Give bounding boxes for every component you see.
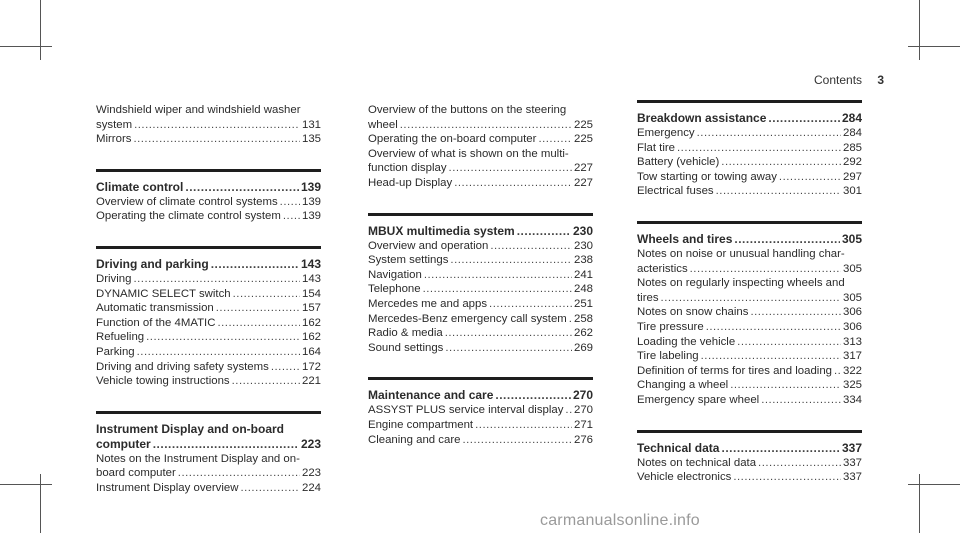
page-number: 3 [877, 73, 885, 87]
toc-entry-text: Flat tire [637, 141, 675, 154]
dot-leader [462, 433, 572, 448]
toc-entry-line[interactable]: Notes on regularly inspecting wheels and [637, 277, 845, 290]
toc-entry-text: Battery (vehicle) [637, 156, 720, 169]
toc-entry[interactable] [637, 393, 862, 408]
dot-leader [400, 118, 572, 133]
dot-leader [233, 287, 300, 302]
toc-entry[interactable] [368, 239, 593, 254]
toc-entry-text: Tire pressure [637, 320, 704, 333]
toc-entry-text: board computer [96, 467, 176, 480]
page-ref: 251 [573, 297, 593, 310]
toc-entry[interactable] [637, 305, 862, 320]
toc-entry-line[interactable]: Overview of the buttons on the steering [368, 104, 567, 116]
toc-section [368, 377, 593, 447]
toc-entry[interactable] [637, 170, 862, 185]
section-rule [96, 246, 321, 249]
dot-leader [721, 155, 841, 170]
page-ref: 284 [841, 111, 862, 125]
crop-mark [908, 46, 960, 47]
dot-leader [690, 262, 841, 277]
dot-leader [280, 195, 300, 210]
toc-entry[interactable] [368, 403, 593, 418]
page-ref: 297 [842, 170, 862, 183]
page-ref: 317 [842, 350, 862, 363]
toc-entry-text: Notes on snow chains [637, 306, 749, 319]
page-ref: 164 [301, 345, 321, 358]
dot-leader [538, 132, 572, 147]
dot-leader [768, 111, 840, 126]
toc-entry[interactable] [637, 349, 862, 364]
toc-entry-text: Telephone [368, 283, 421, 296]
toc-entry-text: Instrument Display overview [96, 481, 239, 494]
toc-entry[interactable] [637, 126, 862, 141]
dot-leader [490, 239, 572, 254]
toc-entry-text: System settings [368, 254, 449, 267]
toc-entry-text: function display [368, 162, 447, 175]
page-ref: 225 [573, 133, 593, 146]
page-ref: 334 [842, 393, 862, 406]
page-ref: 313 [842, 335, 862, 348]
toc-entry-line[interactable]: Notes on noise or unusual handling char- [637, 247, 845, 260]
toc-entry[interactable] [637, 378, 862, 393]
toc-entry-text: Parking [96, 345, 135, 358]
crop-mark [908, 484, 960, 485]
toc-entry-text: ASSYST PLUS service interval display [368, 404, 564, 417]
toc-entry-text: Driving and driving safety systems [96, 360, 269, 373]
toc-entry[interactable] [368, 132, 593, 147]
dot-leader [569, 312, 572, 327]
toc-entry-text: Radio & media [368, 327, 443, 340]
dot-leader [153, 437, 299, 452]
dot-leader [750, 305, 841, 320]
toc-entry[interactable] [637, 155, 862, 170]
section-heading[interactable] [368, 224, 593, 239]
dot-leader [730, 378, 841, 393]
toc-entry[interactable] [96, 272, 321, 287]
section-rule [368, 213, 593, 216]
page-ref: 238 [573, 254, 593, 267]
page-ref: 143 [301, 272, 321, 285]
toc-entry[interactable] [637, 320, 862, 335]
dot-leader [133, 132, 300, 147]
toc-entry-text: Definition of terms for tires and loading [637, 364, 833, 377]
toc-section [637, 221, 862, 408]
toc-entry-text: Engine compartment [368, 418, 474, 431]
toc-entry[interactable] [637, 470, 862, 485]
page-ref: 230 [572, 223, 593, 238]
page-ref: 162 [301, 316, 321, 329]
toc-entry-text: Function of the 4MATIC [96, 316, 216, 329]
toc-entry-text: Refueling [96, 331, 145, 344]
toc-entry-text: Automatic transmission [96, 302, 214, 315]
page-ref: 224 [301, 481, 321, 494]
dot-leader [779, 170, 841, 185]
page-ref: 139 [301, 210, 321, 223]
dot-leader [565, 403, 572, 418]
toc-entry-text: Operating the on-board computer [368, 133, 537, 146]
toc-entry[interactable] [96, 345, 321, 360]
toc-entry-text: Tire labeling [637, 350, 699, 363]
section-rule [637, 221, 862, 224]
dot-leader [758, 456, 841, 471]
page-ref: 270 [573, 404, 593, 417]
toc-entry-line[interactable]: Windshield wiper and windshield washer [96, 104, 301, 116]
toc-entry-text: Emergency spare wheel [637, 393, 760, 406]
toc-entry[interactable] [368, 253, 593, 268]
page-ref: 143 [300, 256, 321, 271]
toc-entry[interactable] [96, 209, 321, 224]
toc-entry-text: system [96, 118, 133, 131]
watermark [540, 512, 700, 530]
toc-entry-text: tires [637, 291, 659, 304]
page-ref: 223 [301, 467, 321, 480]
page-ref: 157 [301, 302, 321, 315]
page-ref: 305 [842, 262, 862, 275]
dot-leader [733, 470, 841, 485]
crop-mark [40, 0, 41, 60]
dot-leader [489, 297, 572, 312]
toc-entry-text: Mirrors [96, 133, 132, 146]
page-ref: 285 [842, 141, 862, 154]
toc-entry[interactable] [96, 481, 321, 496]
dot-leader [283, 209, 300, 224]
section-heading[interactable] [368, 388, 593, 403]
page-ref: 162 [301, 331, 321, 344]
toc-section [637, 100, 862, 199]
page-ref: 154 [301, 287, 321, 300]
toc-entry[interactable] [368, 312, 593, 327]
dot-leader [701, 349, 841, 364]
dot-leader [240, 481, 300, 496]
toc-entry-text: Vehicle towing instructions [96, 375, 230, 388]
section-heading[interactable] [637, 232, 862, 247]
page-ref: 270 [572, 388, 593, 403]
section-rule [368, 377, 593, 380]
toc-entry-text: Electrical fuses [637, 185, 714, 198]
toc-entry[interactable] [637, 262, 862, 277]
dot-leader [185, 180, 299, 195]
section-heading[interactable] [96, 257, 321, 272]
dot-leader [232, 374, 300, 389]
dot-leader [424, 268, 572, 283]
page-ref: 227 [573, 162, 593, 175]
toc-entry-text: wheel [368, 118, 398, 131]
toc-entry[interactable] [637, 456, 862, 471]
toc-entry-line[interactable]: Notes on the Instrument Display and on- [96, 452, 300, 465]
dot-leader [445, 341, 572, 356]
toc-entry[interactable] [637, 184, 862, 199]
page-ref: 131 [301, 118, 321, 131]
section-heading-text: MBUX multimedia system [368, 223, 515, 238]
page-ref: 139 [300, 179, 321, 194]
section-heading[interactable] [637, 111, 862, 126]
dot-leader [661, 291, 841, 306]
toc-entry[interactable] [96, 330, 321, 345]
page-ref: 301 [842, 185, 862, 198]
dot-leader [454, 176, 572, 191]
toc-entry[interactable] [96, 132, 321, 147]
toc-entry-text: Head-up Display [368, 176, 453, 189]
page-ref: 221 [301, 375, 321, 388]
dot-leader [134, 118, 300, 133]
toc-entry[interactable] [368, 176, 593, 191]
toc-entry[interactable] [96, 374, 321, 389]
page-ref: 284 [842, 127, 862, 139]
toc-section [96, 103, 321, 147]
toc-entry-text: DYNAMIC SELECT switch [96, 287, 231, 300]
dot-leader [737, 335, 841, 350]
toc-entry-text: Loading the vehicle [637, 335, 736, 348]
toc-entry-text: acteristics [637, 262, 688, 275]
page-ref: 241 [573, 268, 593, 281]
toc-column-2 [368, 103, 593, 469]
page-ref: 225 [573, 118, 593, 131]
crop-mark [0, 46, 52, 47]
dot-leader [449, 161, 572, 176]
toc-column-3 [637, 100, 862, 507]
toc-entry-text: Mercedes-Benz emergency call system [368, 312, 567, 325]
toc-section [368, 213, 593, 356]
section-heading[interactable] [96, 437, 321, 452]
toc-entry-text: Sound settings [368, 341, 444, 354]
toc-entry-text: Vehicle electronics [637, 471, 732, 484]
toc-entry[interactable] [96, 118, 321, 133]
toc-entry[interactable] [368, 433, 593, 448]
dot-leader [217, 316, 300, 331]
toc-column-1 [96, 103, 321, 518]
page-ref: 223 [300, 436, 321, 451]
toc-entry-text: Tow starting or towing away [637, 170, 777, 183]
page-header [814, 73, 884, 87]
section-heading-text: computer [96, 436, 151, 451]
page-ref: 306 [842, 306, 862, 319]
toc-entry[interactable] [637, 291, 862, 306]
toc-entry[interactable] [96, 466, 321, 481]
page-ref: 337 [842, 456, 862, 469]
section-heading-text: Technical data [637, 440, 720, 455]
dot-leader [495, 388, 571, 403]
section-heading-text: Driving and parking [96, 256, 209, 271]
section-rule [96, 411, 321, 414]
dot-leader [761, 393, 841, 408]
dot-leader [721, 441, 839, 456]
toc-entry[interactable] [368, 341, 593, 356]
dot-leader [445, 326, 572, 341]
toc-entry[interactable] [368, 282, 593, 297]
watermark-text: carmanualsonline.info [540, 512, 700, 529]
page-ref: 135 [301, 133, 321, 146]
section-rule [96, 169, 321, 172]
toc-entry-text: Overview and operation [368, 239, 489, 252]
page-ref: 248 [573, 283, 593, 296]
dot-leader [697, 126, 841, 141]
page-ref: 337 [842, 471, 862, 484]
toc-entry-text: Changing a wheel [637, 379, 729, 392]
toc-entry[interactable] [96, 287, 321, 302]
section-heading-line: Instrument Display and on-board [96, 421, 285, 436]
section-heading-text: Wheels and tires [637, 231, 733, 246]
toc-section [637, 430, 862, 485]
toc-entry[interactable] [368, 268, 593, 283]
toc-entry[interactable] [637, 141, 862, 156]
toc-entry[interactable] [637, 335, 862, 350]
dot-leader [834, 364, 841, 379]
page-ref: 306 [842, 320, 862, 333]
toc-entry[interactable] [368, 118, 593, 133]
dot-leader [216, 301, 300, 316]
toc-entry-text: Cleaning and care [368, 433, 461, 446]
page-ref: 269 [573, 341, 593, 354]
crop-mark [0, 484, 52, 485]
page-ref: 305 [842, 291, 862, 304]
header-label: Contents [814, 73, 863, 87]
section-rule [637, 430, 862, 433]
dot-leader [677, 141, 841, 156]
toc-entry-text: Operating the climate control system [96, 210, 281, 223]
page-ref: 230 [573, 239, 593, 252]
dot-leader [423, 282, 572, 297]
dot-leader [716, 184, 841, 199]
toc-section [368, 103, 593, 191]
dot-leader [146, 330, 300, 345]
section-heading-text: Climate control [96, 179, 184, 194]
toc-entry[interactable] [96, 301, 321, 316]
toc-entry[interactable] [368, 161, 593, 176]
toc-entry-text: Emergency [637, 127, 695, 139]
toc-entry[interactable] [368, 326, 593, 341]
crop-mark [919, 474, 920, 533]
toc-entry[interactable] [96, 360, 321, 375]
dot-leader [178, 466, 300, 481]
page-ref: 227 [573, 176, 593, 189]
dot-leader [517, 224, 571, 239]
page-ref: 139 [301, 195, 321, 208]
toc-entry[interactable] [637, 364, 862, 379]
toc-entry[interactable] [96, 316, 321, 331]
toc-entry[interactable] [368, 418, 593, 433]
toc-entry[interactable] [368, 297, 593, 312]
page-ref: 262 [573, 327, 593, 340]
dot-leader [450, 253, 572, 268]
dot-leader [706, 320, 841, 335]
section-rule [637, 100, 862, 103]
page-ref: 271 [573, 418, 593, 431]
dot-leader [475, 418, 572, 433]
crop-mark [40, 474, 41, 533]
toc-entry[interactable] [96, 195, 321, 210]
page-ref: 322 [842, 364, 862, 377]
toc-entry-text: Driving [96, 272, 132, 285]
section-heading-text: Maintenance and care [368, 388, 494, 403]
page-ref: 258 [573, 312, 593, 325]
toc-entry-text: Overview of climate control systems [96, 195, 278, 208]
dot-leader [734, 232, 840, 247]
toc-entry-text: Navigation [368, 268, 422, 281]
toc-section [96, 169, 321, 224]
crop-mark [919, 0, 920, 60]
toc-section [96, 411, 321, 496]
page-ref: 325 [842, 379, 862, 392]
section-heading[interactable] [96, 180, 321, 195]
page-ref: 305 [841, 231, 862, 246]
toc-section [96, 246, 321, 389]
page-ref: 172 [301, 360, 321, 373]
toc-entry-line[interactable]: Overview of what is shown on the multi- [368, 147, 569, 160]
section-heading-text: Breakdown assistance [637, 111, 767, 125]
dot-leader [211, 257, 299, 272]
toc-entry-text: Notes on technical data [637, 456, 757, 469]
dot-leader [133, 272, 300, 287]
section-heading[interactable] [637, 441, 862, 456]
dot-leader [137, 345, 300, 360]
page-ref: 337 [841, 440, 862, 455]
dot-leader [271, 360, 300, 375]
page-ref: 292 [842, 156, 862, 169]
page-ref: 276 [573, 433, 593, 446]
toc-entry-text: Mercedes me and apps [368, 297, 488, 310]
